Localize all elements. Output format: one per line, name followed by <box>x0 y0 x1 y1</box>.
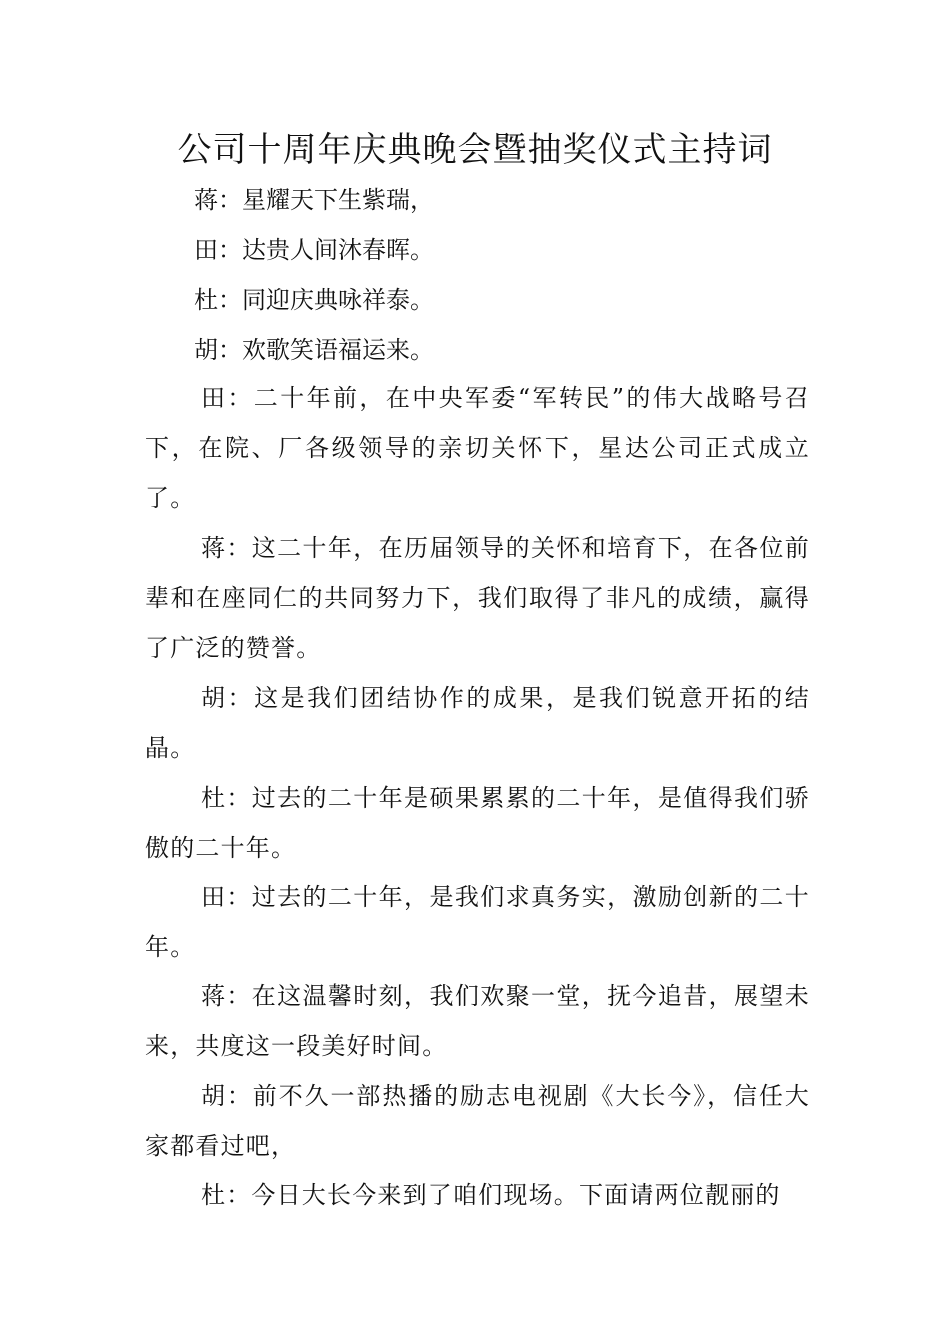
dialogue-paragraph: 蒋：在这温馨时刻，我们欢聚一堂，抚今追昔，展望未来，共度这一段美好时间。 <box>145 982 810 1060</box>
dialogue-paragraph: 胡：前不久一部热播的励志电视剧《大长今》，信任大家都看过吧， <box>145 1082 810 1160</box>
dialogue-paragraph: 田：过去的二十年，是我们求真务实，激励创新的二十年。 <box>145 883 810 961</box>
document-title: 公司十周年庆典晚会暨抽奖仪式主持词 <box>177 130 773 170</box>
dialogue-paragraph: 蒋：这二十年，在历届领导的关怀和培育下，在各位前辈和在座同仁的共同努力下，我们取得了非凡的成绩，赢得了广泛的赞誉。 <box>145 534 810 662</box>
dialogue-paragraph: 杜：今日大长今来到了咱们现场。下面请两位靓丽的 <box>201 1181 781 1209</box>
verse-line: 杜：同迎庆典咏祥泰。 <box>194 286 434 314</box>
verse-line: 蒋：星耀天下生紫瑞， <box>194 186 434 214</box>
dialogue-paragraph: 杜：过去的二十年是硕果累累的二十年，是值得我们骄傲的二十年。 <box>145 784 810 862</box>
dialogue-paragraph: 胡：这是我们团结协作的成果，是我们锐意开拓的结晶。 <box>145 684 810 762</box>
dialogue-paragraph: 田：二十年前，在中央军委“军转民”的伟大战略号召下，在院、厂各级领导的亲切关怀下，星达公司正式成立了。 <box>145 384 810 512</box>
verse-line: 胡：欢歌笑语福运来。 <box>194 336 434 364</box>
verse-line: 田：达贵人间沐春晖。 <box>194 236 434 264</box>
